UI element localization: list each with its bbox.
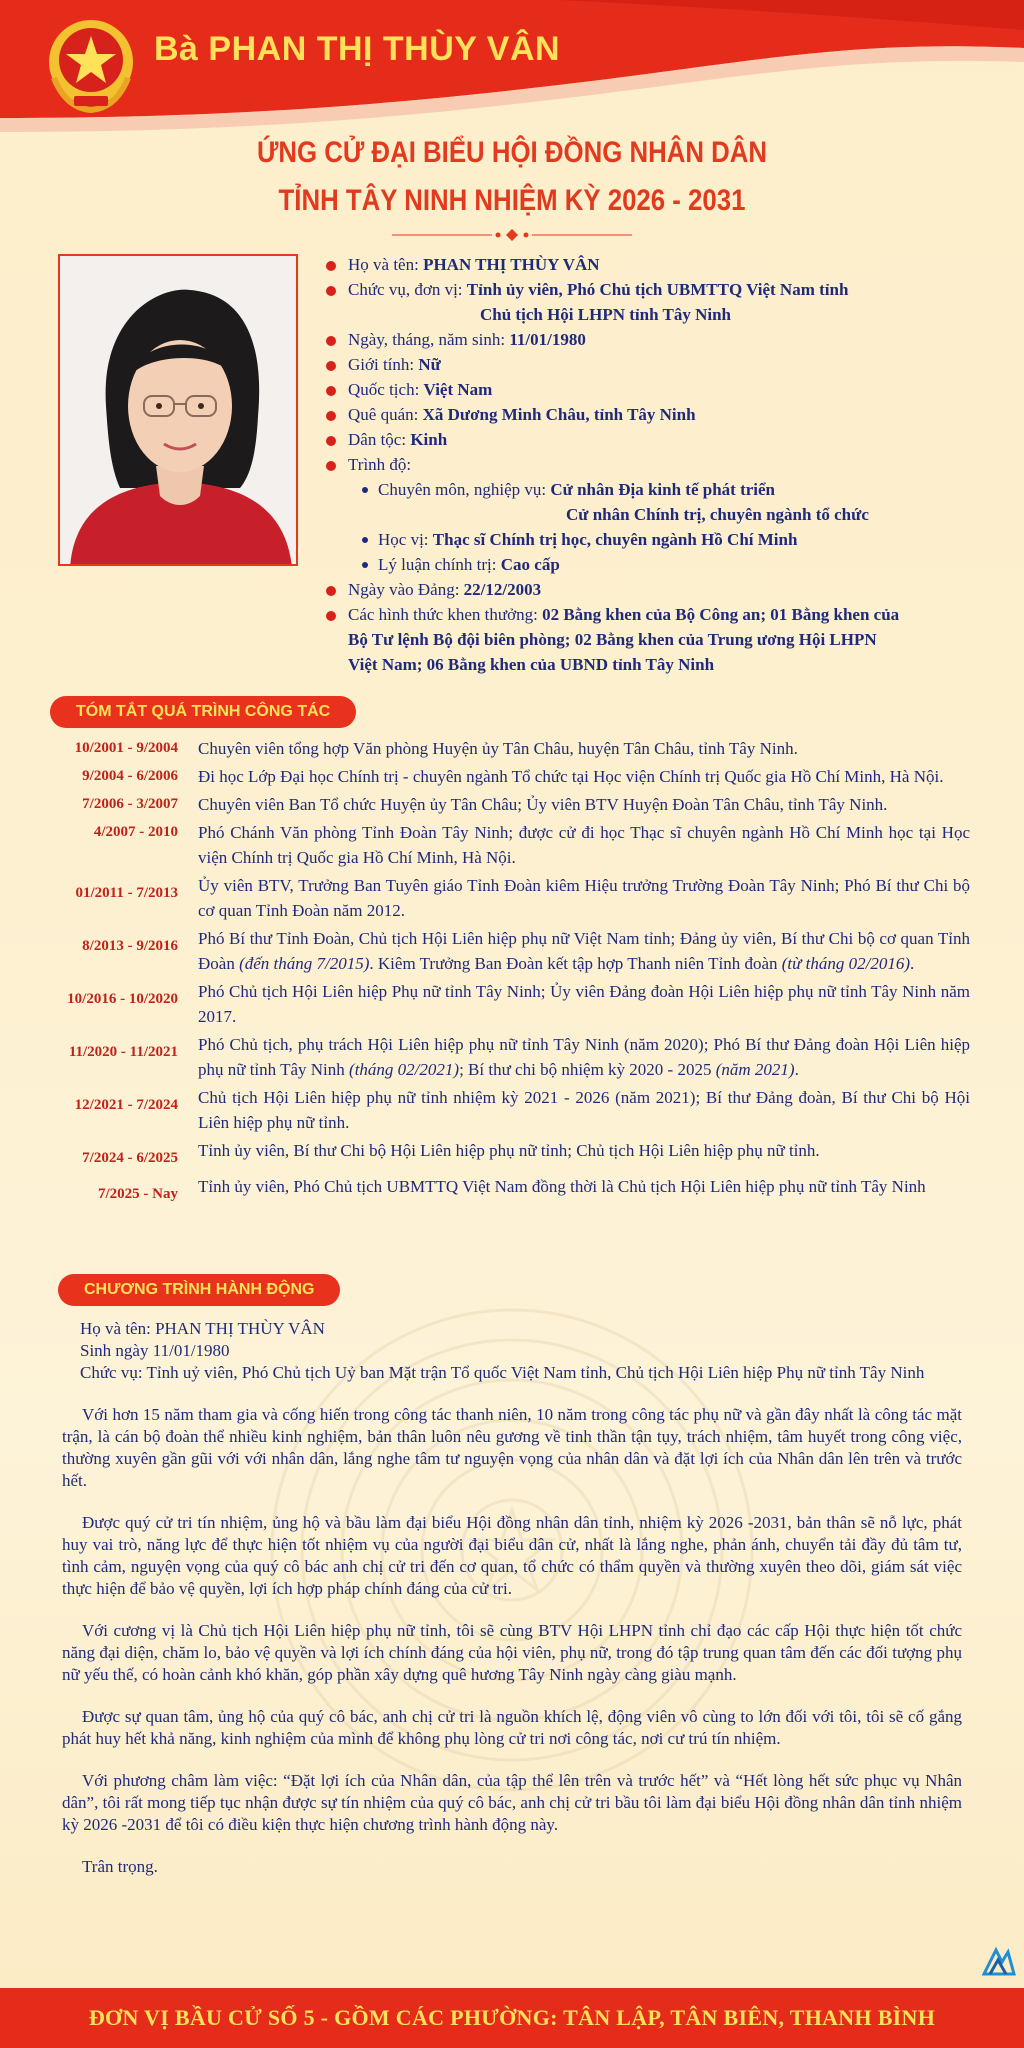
program-paragraph-2: Được quý cử tri tín nhiệm, ủng hộ và bầu làm đại biểu Hội đồng nhân dân tỉnh, nhiệm kỳ 2026 -2031, bản thân sẽ nỗ lực, phát huy vai trò, năng lực để thực hiện tốt nhiệm vụ của người đại biểu dân cử, nhất là lắng nghe, phản ánh, chuyển tải đầy đủ tâm tư, tình cảm, nguyện vọng của quý cô bác anh chị cử tri đến cơ quan, tổ chức có thẩm quyền và thường xuyên theo dõi, giám sát việc thực hiện để bảo vệ quyền, lợi ích hợp pháp chính đáng của cử tri. [62, 1513, 962, 1598]
timeline-row [40, 1174, 970, 1207]
info-specialty-cont: Cử nhân Chính trị, chuyên ngành tổ chức [566, 505, 869, 524]
timeline-row [40, 764, 970, 789]
program-birthdate: Sinh ngày 11/01/1980 [80, 1341, 230, 1360]
info-birthdate: Ngày, tháng, năm sinh: 11/01/1980 [322, 327, 982, 352]
timeline-date: 10/2001 - 9/2004 [74, 740, 178, 756]
timeline-row [40, 1138, 970, 1171]
section-summary-heading: TÓM TẮT QUÁ TRÌNH CÔNG TÁC [50, 696, 356, 728]
timeline-date: 7/2024 - 6/2025 [82, 1150, 178, 1166]
main-title-line-2: TỈNH TÂY NINH NHIỆM KỲ 2026 - 2031 [278, 184, 746, 217]
info-political-theory: Lý luận chính trị: Cao cấp [322, 552, 982, 577]
timeline-text: Chủ tịch Hội Liên hiệp phụ nữ tỉnh nhiệm kỳ 2021 - 2026 (năm 2021); Bí thư Đảng đoàn, Bí thư Chi bộ Hội Liên hiệp phụ nữ tỉnh. [198, 1088, 970, 1132]
timeline-text: Phó Chủ tịch, phụ trách Hội Liên hiệp phụ nữ tỉnh Tây Ninh (năm 2020); Phó Bí thư Đảng đoàn Hội Liên hiệp phụ nữ tỉnh Tây Ninh (tháng 02/2021); Bí thư chi bộ nhiệm kỳ 2020 - 2025 (năm 2021). [198, 1035, 970, 1079]
info-party-date: Ngày vào Đảng: 22/12/2003 [322, 577, 982, 602]
info-hometown: Quê quán: Xã Dương Minh Châu, tỉnh Tây Ninh [322, 402, 982, 427]
timeline-text: Ủy viên BTV, Trưởng Ban Tuyên giáo Tỉnh Đoàn kiêm Hiệu trưởng Trường Đoàn Tây Ninh; Phó Bí thư Chi bộ cơ quan Tỉnh Đoàn năm 2012. [198, 876, 970, 920]
program-paragraph-3: Với cương vị là Chủ tịch Hội Liên hiệp phụ nữ tỉnh, tôi sẽ cùng BTV Hội LHPN tỉnh chỉ đạo các cấp Hội thực hiện tốt chức năng đại diện, chăm lo, bảo vệ quyền và lợi ích chính đáng của hội viên, phụ nữ, trong đó tập trung quan tâm đến các đối tượng phụ nữ yếu thế, có hoàn cảnh khó khăn, góp phần xây dựng quê hương Tây Ninh ngày càng giàu mạnh. [62, 1621, 962, 1684]
timeline-row [40, 736, 970, 761]
main-title-line-1: ỨNG CỬ ĐẠI BIỂU HỘI ĐỒNG NHÂN DÂN [256, 136, 768, 169]
profile-info [322, 252, 982, 677]
brand-logo-icon [982, 1944, 1016, 1978]
portrait-photo [58, 254, 298, 566]
timeline-row [40, 926, 970, 976]
timeline-text: Đi học Lớp Đại học Chính trị - chuyên ngành Tổ chức tại Học viện Chính trị Quốc gia Hồ Chí Minh, Hà Nội. [198, 767, 944, 786]
portrait-illustration [60, 256, 298, 566]
timeline-text: Phó Chủ tịch Hội Liên hiệp Phụ nữ tỉnh Tây Ninh; Ủy viên Đảng đoàn Hội Liên hiệp phụ nữ tỉnh Tây Ninh năm 2017. [198, 982, 970, 1026]
info-fullname: Họ và tên: PHAN THỊ THÙY VÂN [322, 252, 982, 277]
program-paragraph-5: Với phương châm làm việc: “Đặt lợi ích của Nhân dân, của tập thể lên trên và trước hết” và “Hết lòng hết sức phục vụ Nhân dân”, tôi rất mong tiếp tục nhận được sự tín nhiệm của quý cô bác, anh chị cử tri bầu tôi làm đại biểu Hội đồng nhân dân tỉnh nhiệm kỳ 2026 -2031 để tôi có điều kiện thực hiện chương trình hành động này. [62, 1771, 962, 1834]
timeline-date: 4/2007 - 2010 [93, 824, 178, 840]
timeline-date: 12/2021 - 7/2024 [74, 1097, 178, 1113]
timeline-date: 11/2020 - 11/2021 [68, 1044, 178, 1060]
info-education: Trình độ: [322, 452, 982, 477]
section-program-heading: CHƯƠNG TRÌNH HÀNH ĐỘNG [58, 1274, 340, 1306]
info-awards: Các hình thức khen thưởng: 02 Bằng khen của Bộ Công an; 01 Bằng khen của Bộ Tư lệnh Bộ đội biên phòng; 02 Bằng khen của Trung ương Hội LHPN Việt Nam; 06 Bằng khen của UBND tỉnh Tây Ninh [322, 602, 982, 677]
timeline-row [40, 873, 970, 923]
timeline-text: Chuyên viên tổng hợp Văn phòng Huyện ủy Tân Châu, huyện Tân Châu, tỉnh Tây Ninh. [198, 739, 798, 758]
timeline-date: 10/2016 - 10/2020 [67, 991, 178, 1007]
timeline-text: Tỉnh ủy viên, Bí thư Chi bộ Hội Liên hiệp phụ nữ tỉnh; Chủ tịch Hội Liên hiệp phụ nữ tỉnh. [198, 1141, 820, 1160]
timeline-text: Phó Bí thư Tỉnh Đoàn, Chủ tịch Hội Liên hiệp phụ nữ Việt Nam tỉnh; Đảng ủy viên, Bí thư Chi bộ cơ quan Tỉnh Đoàn (đến tháng 7/2015). Kiêm Trưởng Ban Đoàn kết tập hợp Thanh niên Tỉnh đoàn (từ tháng 02/2016). [198, 929, 970, 973]
program-closing: Trân trọng. [82, 1857, 158, 1876]
info-position-cont: Chủ tịch Hội LHPN tỉnh Tây Ninh [480, 305, 731, 324]
info-specialty: Chuyên môn, nghiệp vụ: Cử nhân Địa kinh tế phát triển [322, 477, 982, 502]
timeline-text: Tỉnh ủy viên, Phó Chủ tịch UBMTTQ Việt Nam đồng thời là Chủ tịch Hội Liên hiệp phụ nữ tỉnh Tây Ninh [198, 1177, 926, 1196]
program-paragraph-1: Với hơn 15 năm tham gia và cống hiến trong công tác thanh niên, 10 năm trong công tác phụ nữ và gần đây nhất là công tác mặt trận, là cán bộ đoàn thể nhiều kinh nghiệm, bản thân luôn nêu gương về tinh thần tận tụy, trách nhiệm, tâm huyết trong công việc, thường xuyên gần gũi với với nhân dân, lắng nghe tâm tư nguyện vọng của nhân dân và đặt lợi ích của Nhân dân lên trên và trước hết. [62, 1405, 962, 1490]
timeline-row [40, 1085, 970, 1135]
timeline-row [40, 979, 970, 1029]
footer-banner: ĐƠN VỊ BẦU CỬ SỐ 5 - GỒM CÁC PHƯỜNG: TÂN LẬP, TÂN BIÊN, THANH BÌNH [0, 1988, 1024, 2048]
timeline-text: Chuyên viên Ban Tổ chức Huyện ủy Tân Châu; Ủy viên BTV Huyện Đoàn Tân Châu, tỉnh Tây Ninh. [198, 795, 888, 814]
candidate-name-title: Bà PHAN THỊ THÙY VÂN [154, 30, 561, 68]
timeline-date: 7/2006 - 3/2007 [82, 796, 178, 812]
info-gender: Giới tính: Nữ [322, 352, 982, 377]
timeline-date: 8/2013 - 9/2016 [82, 938, 178, 954]
national-emblem-icon [46, 18, 136, 114]
header-banner [0, 0, 1024, 150]
timeline-row [40, 1032, 970, 1082]
career-timeline [40, 736, 970, 1210]
info-position: Chức vụ, đơn vị: Tỉnh ủy viên, Phó Chủ tịch UBMTTQ Việt Nam tỉnh [322, 277, 982, 302]
program-fullname: Họ và tên: PHAN THỊ THÙY VÂN [80, 1319, 325, 1338]
timeline-row [40, 820, 970, 870]
timeline-date: 9/2004 - 6/2006 [82, 768, 178, 784]
timeline-date: 01/2011 - 7/2013 [75, 885, 178, 901]
program-position: Chức vụ: Tỉnh uỷ viên, Phó Chủ tịch Uỷ ban Mặt trận Tổ quốc Việt Nam tỉnh, Chủ tịch Hội Liên hiệp Phụ nữ tỉnh Tây Ninh [80, 1363, 925, 1382]
info-nationality: Quốc tịch: Việt Nam [322, 377, 982, 402]
timeline-text: Phó Chánh Văn phòng Tỉnh Đoàn Tây Ninh; được cử đi học Thạc sĩ chuyên ngành Hồ Chí Minh học tại Học viện Chính trị Quốc gia Hồ Chí Minh, Hà Nội. [198, 823, 970, 867]
ornament-divider-icon [392, 228, 632, 242]
program-paragraph-4: Được sự quan tâm, ủng hộ của quý cô bác, anh chị cử tri là nguồn khích lệ, động viên vô cùng to lớn đối với tôi, tôi sẽ cố gắng phát huy hết khả năng, kinh nghiệm của mình để không phụ lòng cử tri nơi công tác, nơi cư trú tín nhiệm. [62, 1707, 962, 1748]
info-ethnicity: Dân tộc: Kinh [322, 427, 982, 452]
timeline-date: 7/2025 - Nay [98, 1186, 178, 1202]
info-degree: Học vị: Thạc sĩ Chính trị học, chuyên ngành Hồ Chí Minh [322, 527, 982, 552]
action-program [62, 1318, 962, 1878]
timeline-row [40, 792, 970, 817]
